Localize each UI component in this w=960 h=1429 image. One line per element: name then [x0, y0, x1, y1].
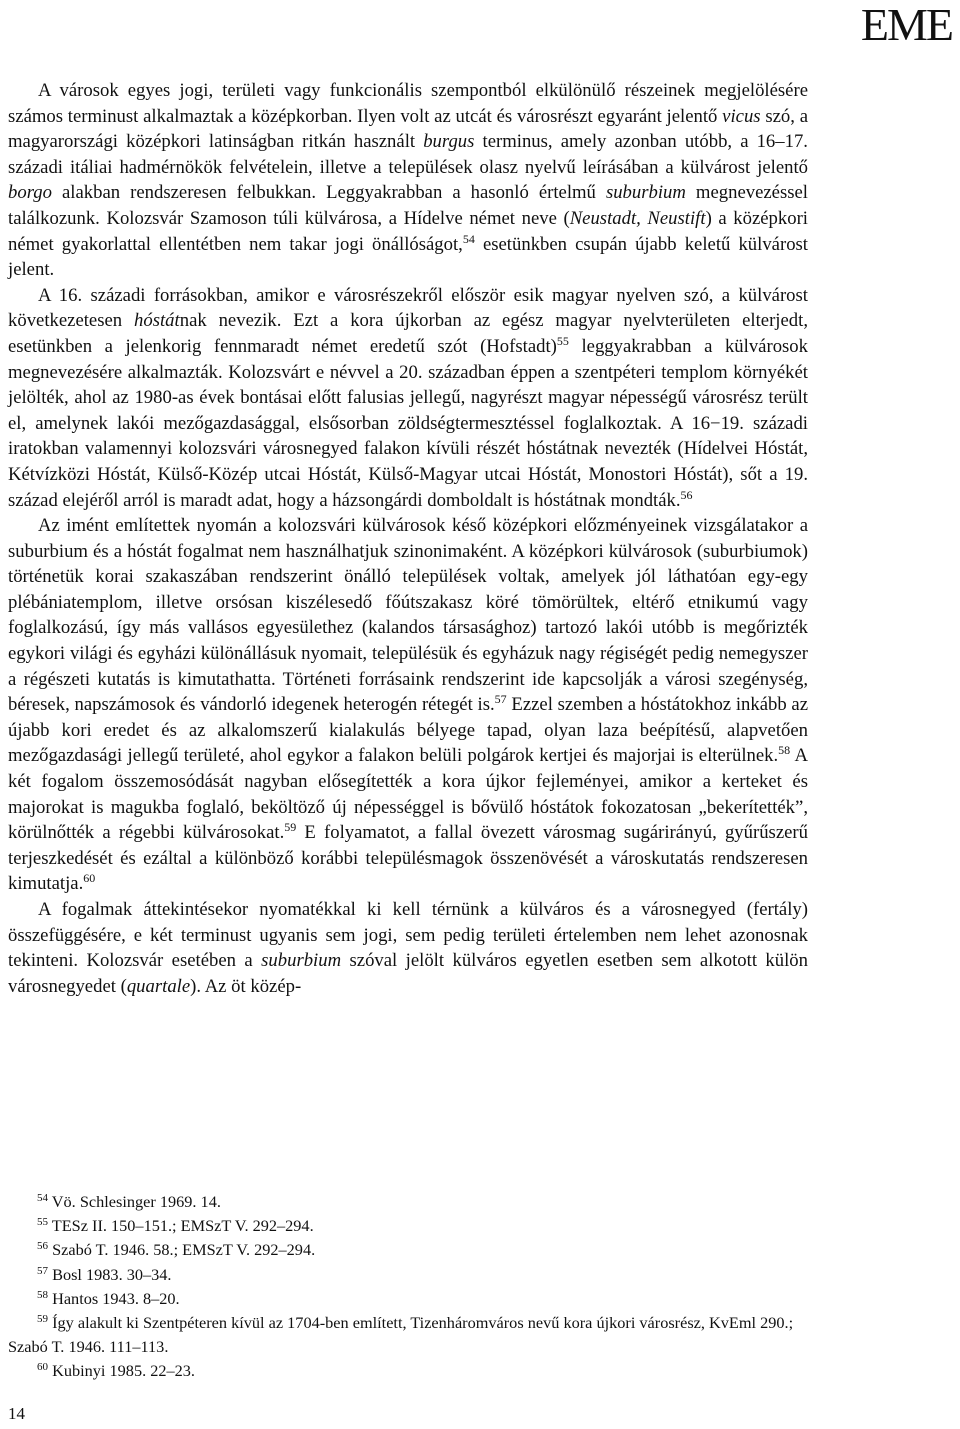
footnote-number: 56: [37, 1240, 48, 1253]
footnote-58: [8, 1287, 808, 1311]
italic-term: suburbium: [261, 950, 342, 972]
paragraph-3: [8, 513, 808, 897]
text-run: leggyakrabban a külvárosok megnevezésére alkalmazták. Kolozsvárt e névvel a 20. században éppen a szentpéteri templom környékét jelölték, ahol az 1980-as évek bontásai előtt falusias jellegű, nagyrészt magyar népességű városrész terült el, amelynek lakói mezőgazdasággal, elsősorban zöldségtermesztéssel foglalkoztak. A 16−19. századi iratokban valamennyi kolozsvári városnegyed falakon kívüli részét hóstátnak nevezték (Hídelvei Hóstát, Kétvízközi Hóstát, Külső-Közép utcai Hóstát, Külső-Magyar utcai Hóstát, Monostori Hóstát), sőt a 19. század elejéről arról is maradt adat, hogy a házsongárdi domboldalt is hóstátnak mondták.: [8, 335, 808, 511]
footnote-ref: 56: [680, 487, 693, 502]
footnote-60: [8, 1359, 808, 1383]
footnote-55: [8, 1214, 808, 1238]
paragraph-1: [8, 78, 808, 283]
footnote-number: 59: [37, 1313, 48, 1326]
footnote-56: [8, 1238, 808, 1262]
footnote-number: 54: [37, 1192, 48, 1204]
footnote-text: Szabó T. 1946. 58.; EMSzT V. 292–294.: [52, 1240, 316, 1260]
footnote-ref: 55: [556, 333, 569, 348]
footnote-number: 60: [37, 1361, 48, 1374]
text-run: szó, a magyarországi középkori latinságban ritkán használt: [8, 105, 808, 153]
footnote-number: 57: [37, 1264, 48, 1277]
italic-term: burgus: [423, 131, 475, 153]
publisher-logo: EME: [860, 0, 952, 50]
footnotes: [8, 1190, 808, 1384]
footnote-number: 58: [37, 1288, 48, 1301]
text-run: ) a középkori német gyakorlattal ellentétben nem takar jogi önállóságot,: [8, 207, 808, 255]
text-run: A 16. századi forrásokban, amikor e városrészekről először esik magyar nyelven szó, a külvárost következetesen: [8, 284, 808, 332]
footnote-number: 55: [37, 1216, 48, 1229]
text-run: A városok egyes jogi, területi vagy funkcionális szempontból elkülönülő részeinek megjelölésére számos terminust alkalmaztak a középkorban. Ilyen volt az utcát és városrészt egyaránt jelentő: [8, 80, 808, 127]
footnote-ref: 58: [778, 743, 791, 758]
footnote-57: [8, 1263, 808, 1287]
text-run: E folyamatot, a fallal övezett városmag sugárirányú, gyűrűszerű terjeszkedését és ezáltal a különböző korábbi településmagok összenövését a városkutatás rendszeresen kimutatja.: [8, 822, 808, 895]
paragraph-2: [8, 283, 808, 513]
footnote-text: Vö. Schlesinger 1969. 14.: [51, 1192, 221, 1211]
footnote-text: Bosl 1983. 30–34.: [52, 1264, 172, 1284]
text-run: nak nevezik. Ezt a kora újkorban az egész magyar nyelvterületen elterjedt, esetünkben a jelenkorig fennmaradt német eredetű szót (Hofstadt): [8, 310, 808, 357]
text-run: megnevezéssel találkozunk. Kolozsvár Szamoson túli külvárosa, a Hídelve német neve (: [8, 182, 808, 229]
italic-term: suburbium: [605, 182, 686, 204]
italic-term: vicus: [722, 105, 761, 127]
text-run: esetünkben csupán újabb keletű külvárost jelent.: [8, 233, 808, 281]
italic-term: quartale: [126, 975, 191, 997]
footnote-text: Így alakult ki Szentpéteren kívül az 1704-ben említett, Tizenháromváros nevű kora újkori városrész, KvEml 290.; Szabó T. 1946. 111–113.: [8, 1313, 794, 1357]
text-run: alakban rendszeresen felbukkan. Leggyakrabban a hasonló értelmű: [51, 182, 606, 204]
text-run: A fogalmak áttekintésekor nyomatékkal ki kell térnünk a külváros és a városnegyed (fertály) összefüggésére, e két terminust ugyanis sem jogi, sem pedig területi értelemben nem lehet azonosnak tekinteni. Kolozsvár esetében a: [8, 899, 808, 972]
main-text: [8, 78, 808, 999]
text-run: szóval jelölt külváros egyetlen esetben sem alkotott külön városnegyedet (: [8, 950, 808, 997]
text-run: Az imént említettek nyomán a kolozsvári külvárosok késő középkori előzményeinek vizsgálatakor a suburbium és a hóstát fogalmat nem használhatjuk szinonimaként. A középkori külvárosok (suburbiumok) történetük korai szakaszában rendszerint önálló települések voltak, amelyek jól láthatóan egy-egy plébániatemplom, illetve orsósan kiszélesedő főútszakasz köré tömörültek, eltérő etnikumú vagy foglalkozású, így más vallásos egyesülethez (kalandos társasághoz) tartozó lakói utóbb is megőrizték egykori világi és egyházi különállásuk nyomait, településük és egyházuk nagy régiségét pedig nemegyszer a régészeti kutatás is kimutathatta. Történeti forrásaink rendszerint ide kapcsolják a városi szegénység, béresek, napszámosok és vándorló idegenek heterogén rétegét is.: [8, 515, 808, 716]
italic-term: hóstát: [134, 310, 180, 332]
footnote-text: Kubinyi 1985. 22–23.: [52, 1361, 195, 1381]
footnote-ref: 60: [83, 871, 96, 886]
text-run: terminus, amely azonban utóbb, a 16–17. századi itáliai hadmérnökök felvételein, illetve a települések olasz nyelvű leírásában a külvárost jelentő: [8, 131, 808, 178]
italic-term: borgo: [8, 182, 52, 204]
footnote-ref: 57: [494, 692, 507, 707]
footnote-text: Hantos 1943. 8–20.: [52, 1288, 180, 1308]
footnote-ref: 59: [284, 820, 297, 835]
italic-term: Neustadt, Neustift: [569, 207, 706, 229]
page-number: 14: [8, 1404, 25, 1423]
footnote-text: TESz II. 150–151.; EMSzT V. 292–294.: [51, 1216, 314, 1236]
paragraph-4: [8, 897, 808, 999]
footnote-ref: 54: [462, 231, 475, 246]
text-run: ). Az öt közép-: [190, 975, 302, 997]
footnote-59: [8, 1311, 808, 1359]
text-run: A két fogalom összemosódását nagyban elősegítették a kora újkor fejleményei, amikor a kerteket és majorokat is magukba foglaló, beköltöző új népességgel is bővülő hóstátok fokozatosan „bekerítették”, körülnőtték a régebbi külvárosokat.: [8, 745, 808, 844]
footnote-54: [8, 1190, 808, 1214]
text-run: Ezzel szemben a hóstátokhoz inkább az újabb kori eredet és az alkalomszerű kialakulás bélyege tapad, olyan laza beépítésű, alapvetően mezőgazdasági jellegű területé, ahol egykor a falakon belüli polgárok kertjei és majorjai is elterülnek.: [8, 694, 809, 767]
